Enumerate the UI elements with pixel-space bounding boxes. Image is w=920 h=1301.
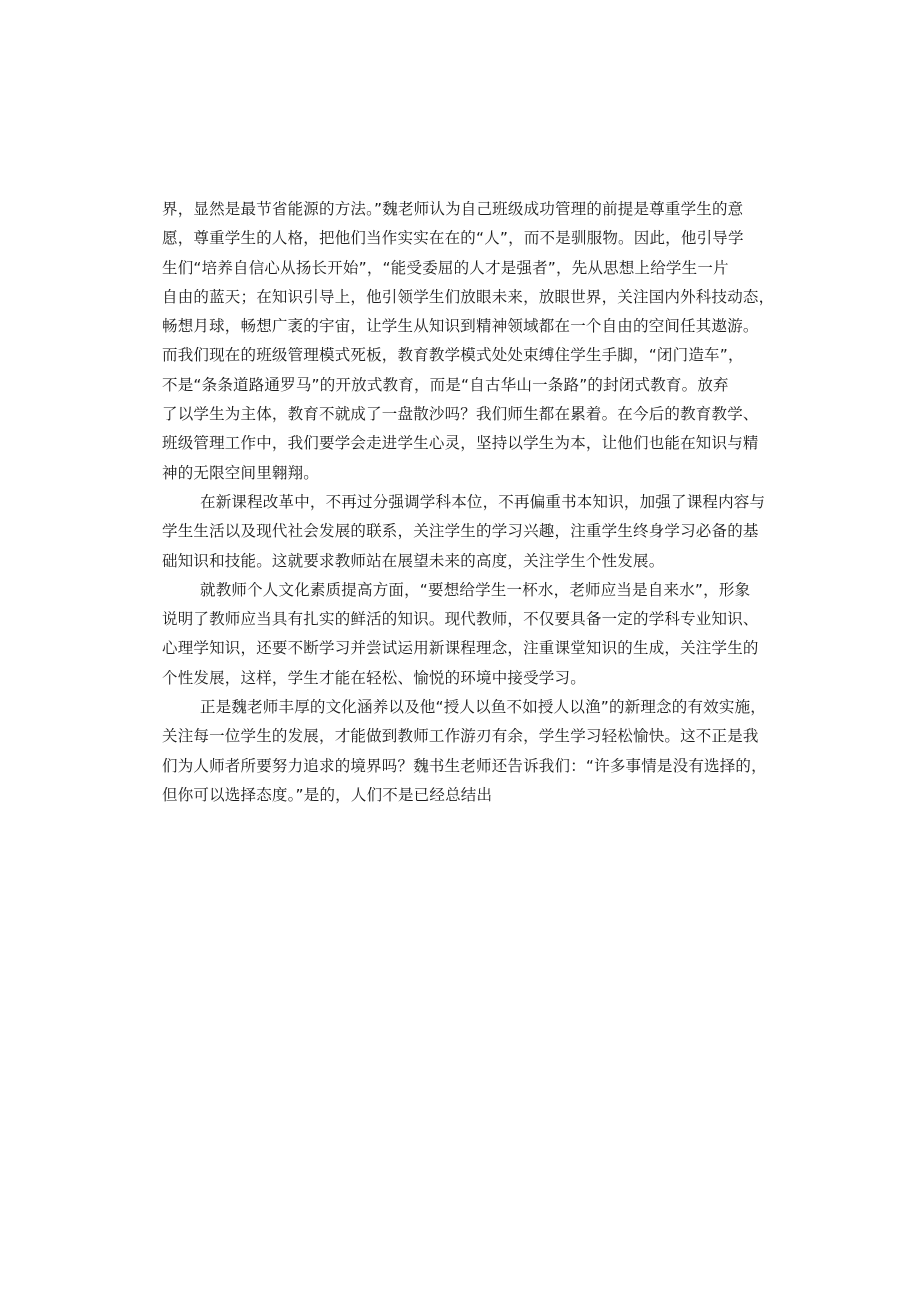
text-line: 了以学生为主体，教育不就成了一盘散沙吗？我们师生都在累着。在今后的教育教学、 xyxy=(162,405,759,424)
text-line: 畅想月球，畅想广袤的宇宙，让学生从知识到精神领域都在一个自由的空间任其遨游。 xyxy=(162,317,759,336)
text-line: 界，显然是最节省能源的方法。”魏老师认为自己班级成功管理的前提是尊重学生的意 xyxy=(162,200,744,218)
paragraph-2 xyxy=(162,488,772,576)
paragraph-4 xyxy=(162,693,772,810)
text-line: 们为人师者所要努力追求的境界吗？魏书生老师还告诉我们：“许多事情是没有选择的， xyxy=(162,756,767,775)
text-line: 学生生活以及现代社会发展的联系，关注学生的学习兴趣，注重学生终身学习必备的基 xyxy=(162,522,759,541)
text-line: 不是“条条道路通罗马”的开放式教育，而是“自古华山一条路”的封闭式教育。放弃 xyxy=(162,375,729,394)
text-line: 说明了教师应当具有扎实的鲜活的知识。现代教师，不仅要具备一定的学科专业知识、 xyxy=(162,610,759,629)
text-line: 愿，尊重学生的人格，把他们当作实实在在的“人”，而不是驯服物。因此，他引导学 xyxy=(162,229,744,248)
text-line: 心理学知识，还要不断学习并尝试运用新课程理念，注重课堂知识的生成，关注学生的 xyxy=(162,639,759,658)
text-line: 础知识和技能。这就要求教师站在展望未来的高度，关注学生个性发展。 xyxy=(162,551,665,570)
text-line: 在新课程改革中，不再过分强调学科本位，不再偏重书本知识，加强了课程内容与 xyxy=(200,492,766,511)
text-line: 正是魏老师丰厚的文化涵养以及他“授人以鱼不如授人以渔”的新理念的有效实施， xyxy=(200,698,766,717)
text-line: 自由的蓝天；在知识引导上，他引领学生们放眼未来，放眼世界，关注国内外科技动态， xyxy=(162,287,775,306)
text-line: 关注每一位学生的发展，才能做到教师工作游刃有余，学生学习轻松愉快。这不正是我 xyxy=(162,727,759,746)
body-text xyxy=(162,195,775,810)
text-line: 生们“培养自信心从扬长开始”，“能受委屈的人才是强者”，先从思想上给学生一片 xyxy=(162,258,729,277)
text-line: 神的无限空间里翱翔。 xyxy=(162,463,320,482)
paragraph-3 xyxy=(162,576,772,693)
text-line: 而我们现在的班级管理模式死板，教育教学模式处处束缚住学生手脚，“闭门造车”， xyxy=(162,346,744,365)
text-line: 但你可以选择态度。”是的，人们不是已经总结出 xyxy=(162,785,493,804)
text-line: 就教师个人文化素质提高方面，“要想给学生一杯水，老师应当是自来水”，形象 xyxy=(200,580,751,599)
paragraph-1 xyxy=(162,195,775,488)
text-line: 个性发展，这样，学生才能在轻松、愉悦的环境中接受学习。 xyxy=(162,668,586,687)
text-line: 班级管理工作中，我们要学会走进学生心灵，坚持以学生为本，让他们也能在知识与精 xyxy=(162,434,759,453)
